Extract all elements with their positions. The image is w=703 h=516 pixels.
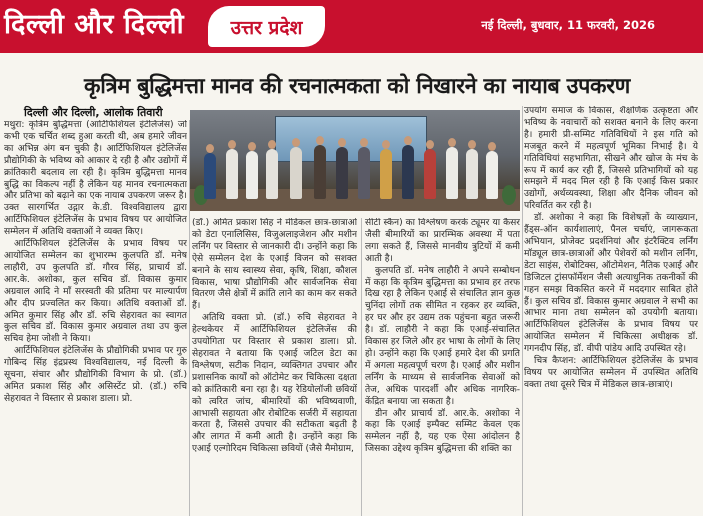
date-line: नई दिल्ली, बुधवार, 11 फरवरी, 2026 (481, 18, 655, 32)
region-badge: उत्तर प्रदेश (208, 6, 325, 47)
paragraph: उपयोग समाज के विकास, शैक्षणिक उत्कृष्टता और भविष्य के नवाचारों को सशक्त बनाने के लिए करना है। हमारी प्री-सम्मिट गतिविधियों ने इस गति को मजबूत करने में महत्वपूर्ण भूमिका निभाई है। ये गतिविधियां सहभागिता, सीखने और खोज के मंच के रूप में कार्य कर रही हैं, जिससे प्रतिभागियों को यह समझने में मदद मिल रही है कि एआई किस प्रकार उद्योगों, अर्थव्यवस्था, शिक्षा और दैनिक जीवन को परिवर्तित कर रही है। (524, 106, 698, 212)
person-figure (358, 147, 370, 199)
person-figure (204, 153, 216, 199)
paragraph: (डॉ.) अमित प्रकाश सिंह ने मेडिकल छात्र-छात्राओं को डेटा एनालिसिस, विजुअलाइजेशन और मशीन लर्निंग पर विस्तार से जानकारी दी। उन्होंने कहा कि ऐसे सम्मेलन देश के एआई विजन को सशक्त बनाने के साथ स्वास्थ्य सेवा, कृषि, शिक्षा, कौशल विकास, भाषा प्रौद्योगिकी और सार्वजनिक सेवा वितरण जैसे क्षेत्रों में क्रांति लाने का काम कर सकते हैं। (192, 218, 357, 312)
paragraph: मथुरा: कृत्रिम बुद्धिमत्ता (आर्टिफिशियल इंटेलिजेंस) जो कभी एक चर्चित शब्द हुआ करती थी, अब हमारे जीवन का अभिन्न अंग बन चुकी है। आर्टिफिशियल इंटेलिजेंस प्रौद्योगिकी के भविष्य को आकार दे रही है और उद्योगों में क्रांतिकारी बदलाव ला रही है। कृत्रिम बुद्धिमत्ता मानव बुद्धि का विकल्प नहीं है लेकिन यह मानव रचनात्मकता और प्रतिभा को बढ़ाने का एक नायाब उपकरण जरूर है। उक्त सारगर्भित उद्गार के.डी. विश्वविद्यालय द्वारा आर्टिफिशियल इंटेलिजेंस के प्रभाव विषय पर आयोजित सम्मेलन में अतिथि वक्ताओं ने व्यक्त किए। (4, 120, 187, 238)
person-figure (486, 151, 498, 199)
article-headline: कृत्रिम बुद्धिमत्ता मानव की रचनात्मकता को निखारने का नायाब उपकरण (84, 74, 630, 99)
column-divider (522, 106, 523, 516)
person-figure (246, 151, 258, 199)
paragraph: डीन और प्राचार्य डॉ. आर.के. अशोका ने कहा कि एआई इम्पैक्ट सम्मिट केवल एक सम्मेलन नहीं है, यह एक ऐसा आंदोलन है जिसका उद्देश्य कृत्रिम बुद्धिमत्ता की शक्ति का (365, 408, 520, 455)
column-divider (361, 218, 362, 516)
person-figure (290, 147, 302, 199)
paragraph: सीटी स्कैन) का विश्लेषण करके ट्यूमर या कैंसर जैसी बीमारियों का प्रारम्भिक अवस्था में पता लगा सकते हैं, जिससे मानवीय त्रुटियों में कमी आती है। (365, 218, 520, 264)
article-byline: दिल्ली और दिल्ली, आलोक तिवारी (24, 106, 163, 119)
masthead (0, 0, 703, 53)
person-figure (226, 149, 238, 199)
article-column-4 (524, 106, 698, 516)
person-figure (266, 149, 278, 199)
article-column-2 (192, 218, 357, 516)
column-divider (189, 120, 190, 516)
person-figure (314, 145, 326, 199)
person-figure (402, 145, 414, 199)
plant-decoration (502, 185, 516, 205)
person-figure (446, 147, 458, 199)
event-photo (190, 110, 520, 211)
section-title: दिल्ली और दिल्ली (4, 9, 185, 40)
paragraph: अतिथि वक्ता प्रो. (डॉ.) रुचि सेहरावत ने हेल्थकेयर में आर्टिफिशियल इंटेलिजेंस की उपयोगिता पर विस्तार से प्रकाश डाला। प्रो. सेहरावत ने बताया कि एआई जटिल डेटा का विश्लेषण, सटीक निदान, व्यक्तिगत उपचार और प्रशासनिक कार्यों को ऑटोमेट कर चिकित्सा दक्षता को क्रांतिकारी बना रहा है। यह रेडियोलॉजी छवियों को त्वरित जांच, बीमारियों की भविष्यवाणी, आभासी सहायता और रोबोटिक सर्जरी में सहायता करता है, जिससे उपचार की सटीकता बढ़ती है और लागत में कमी आती है। उन्होंने कहा कि एआई एल्गोरिदम चिकित्सा छवियों (जैसे मैमोग्राम, (192, 313, 357, 455)
photo-caption: चित्र कैप्शन: आर्टिफिशियल इंटेलिजेंस के प्रभाव विषय पर आयोजित सम्मेलन में उपस्थित अतिथि वक्ता तथा दूसरे चित्र में मेडिकल छात्र-छात्राएं। (524, 356, 698, 390)
article-column-1 (4, 120, 187, 516)
paragraph: कुलपति डॉ. मनेष लाहौरी ने अपने सम्बोधन में कहा कि कृत्रिम बुद्धिमत्ता का प्रभाव हर तरफ दिख रहा है लेकिन एआई से संचालित ज्ञान कुछ चुनिंदा लोगों तक सीमित न रहकर हर व्यक्ति, हर घर और हर उद्यम तक पहुंचना बहुत जरूरी है। डॉ. लाहौरी ने कहा कि एआई-संचालित विकास हर जिले और हर भाषा के लोगों के लिए हो। उन्होंने कहा कि एआई हमारे देश की प्रगति में अगला महत्वपूर्ण चरण है। एआई और मशीन लर्निंग के माध्यम से सार्वजनिक सेवाओं को तेज, अधिक पारदर्शी और अधिक नागरिक-केंद्रित बनाया जा सकता है। (365, 265, 520, 407)
paragraph: डॉ. अशोका ने कहा कि विशेषज्ञों के व्याख्यान, हैंड्स-ऑन कार्यशालाएं, पैनल चर्चाएं, जागरूकता अभियान, प्रोजेक्ट प्रदर्शनियां और इंटरैक्टिव लर्निंग मॉड्यूल छात्र-छात्राओं और पेशेवरों को मशीन लर्निंग, डेटा साइंस, रोबोटिक्स, ऑटोमेशन, नैतिक एआई और डिजिटल ट्रांसफॉर्मेशन जैसी अत्याधुनिक तकनीकों की गहन समझ विकसित करने में मददगार साबित होते हैं। कुल सचिव डॉ. विकास कुमार अग्रवाल ने सभी का आभार माना तथा सम्मेलन को उपयोगी बताया। आर्टिफिशियल इंटेलिजेंस के प्रभाव विषय पर आयोजित सम्मेलन में चिकित्सा अधीक्षक डॉ. गगनदीप सिंह, डॉ. वीपी पांडेय आदि उपस्थित रहे। (524, 213, 698, 355)
article-column-3 (365, 218, 520, 516)
person-figure (466, 149, 478, 199)
person-figure (424, 149, 436, 199)
paragraph: आर्टिफिशियल इंटेलिजेंस के प्रभाव विषय पर आयोजित सम्मेलन का शुभारम्भ कुलपति डॉ. मनेष लाहौरी, उप कुलपति डॉ. गौरव सिंह, प्राचार्य डॉ. आर.के. अशोका, कुल सचिव डॉ. विकास कुमार अग्रवाल आदि ने माँ सरस्वती की प्रतिमा पर माल्यार्पण और दीप प्रज्वलित कर किया। अतिथि वक्ताओं डॉ. अमित कुमार सिंह और डॉ. रुचि सेहरावत का स्वागत कुल सचिव डॉ. विकास कुमार अग्रवाल तथा उप कुल सचिव हेमा जोशी ने किया। (4, 239, 187, 345)
paragraph: आर्टिफिशियल इंटेलिजेंस के प्रौद्योगिकी प्रभाव पर गुरु गोबिन्द सिंह इंद्रप्रस्थ विश्वविद्यालय, नई दिल्ली के सूचना, संचार और प्रौद्योगिकी विभाग के प्रो. (डॉ.) अमित प्रकाश सिंह और असिस्टेंट प्रो. (डॉ.) रुचि सेहरावत ने विस्तार से प्रकाश डाला। प्रो. (4, 346, 187, 404)
person-figure (336, 147, 348, 199)
person-figure (380, 149, 392, 199)
